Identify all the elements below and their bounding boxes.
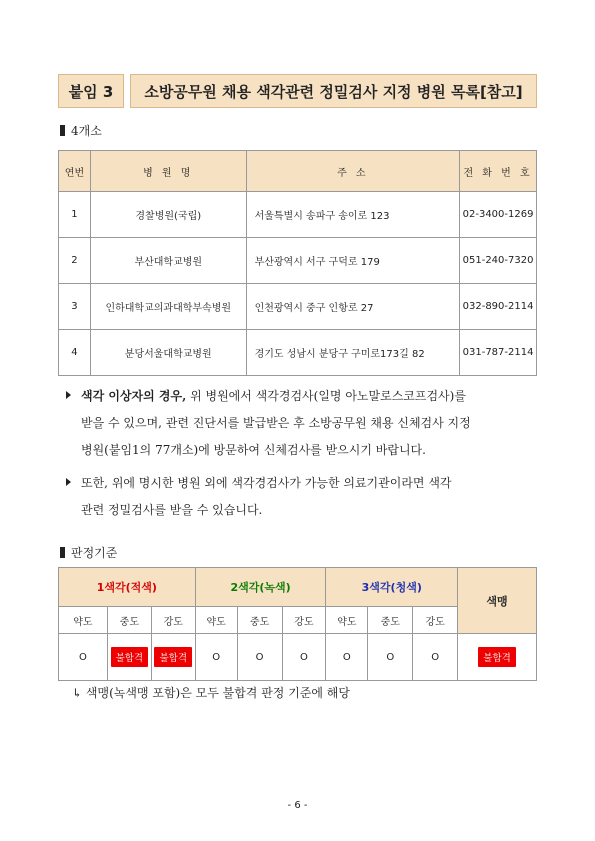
- value-pass: O: [368, 634, 413, 681]
- table-row: [59, 330, 537, 376]
- bullet-1-line-1: 위 병원에서 색각경검사(일명 아노말로스코프검사)를: [186, 389, 466, 403]
- section-criteria-text: 판정기준: [71, 546, 118, 560]
- group-3-blue: 3색각(청색): [326, 568, 458, 607]
- col-header-name: 병 원 명: [90, 151, 246, 192]
- value-pass: O: [282, 634, 326, 681]
- triangle-bullet-icon: [66, 391, 71, 399]
- square-bullet-icon: [60, 125, 65, 136]
- level-cell: 강도: [413, 607, 458, 634]
- cell-address: 부산광역시 서구 구덕로 179: [246, 238, 460, 284]
- group-2-green: 2색각(녹색): [195, 568, 326, 607]
- cell-phone: 051-240-7320: [460, 238, 537, 284]
- bullet-1-bold: 색각 이상자의 경우,: [81, 389, 187, 403]
- level-cell: 중도: [368, 607, 413, 634]
- cell-address: 인천광역시 중구 인항로 27: [246, 284, 460, 330]
- bullet-1-line-3: 병원(붙임1의 77개소)에 방문하여 신체검사를 받으시기 바랍니다.: [81, 443, 426, 457]
- value-pass: O: [237, 634, 282, 681]
- cell-name: 경찰병원(국립): [90, 192, 246, 238]
- col-header-address: 주 소: [246, 151, 460, 192]
- criteria-note: [72, 684, 350, 701]
- table-row: [59, 192, 537, 238]
- level-cell: 약도: [195, 607, 237, 634]
- value-pass: O: [59, 634, 108, 681]
- attachment-tag: 붙임 3: [58, 74, 124, 108]
- level-cell: 중도: [237, 607, 282, 634]
- bullet-paragraph-2: [66, 470, 546, 524]
- section-count-text: 4개소: [71, 124, 102, 138]
- cell-no: 1: [59, 192, 91, 238]
- bullet-2-line-1: 또한, 위에 명시한 병원 외에 색각경검사가 가능한 의료기관이라면 색각: [81, 476, 452, 490]
- level-cell: 약도: [326, 607, 368, 634]
- page-number: - 6 -: [287, 800, 308, 811]
- bullet-2-line-2: 관련 정밀검사를 받을 수 있습니다.: [81, 503, 263, 517]
- bullet-1-line-2: 받을 수 있으며, 관련 진단서를 발급받은 후 소방공무원 채용 신체검사 지정: [81, 416, 471, 430]
- square-bullet-icon: [60, 547, 65, 558]
- return-arrow-icon: ↳: [72, 686, 83, 700]
- criteria-note-text: 색맹(녹색맹 포함)은 모두 불합격 판정 기준에 해당: [85, 686, 350, 700]
- criteria-group-row: [59, 568, 537, 607]
- bullet-paragraph-1: [66, 383, 546, 464]
- table-row: [59, 284, 537, 330]
- cell-phone: 031-787-2114: [460, 330, 537, 376]
- cell-address: 서울특별시 송파구 송이로 123: [246, 192, 460, 238]
- level-cell: 강도: [151, 607, 195, 634]
- level-cell: 중도: [107, 607, 151, 634]
- criteria-table: [58, 567, 537, 681]
- value-cell: [107, 634, 151, 681]
- value-pass: O: [326, 634, 368, 681]
- cell-name: 분당서울대학교병원: [90, 330, 246, 376]
- cell-no: 4: [59, 330, 91, 376]
- level-cell: 약도: [59, 607, 108, 634]
- hospital-table: [58, 150, 537, 376]
- section-criteria-label: [60, 544, 117, 561]
- col-header-no: 연번: [59, 151, 91, 192]
- col-header-phone: 전 화 번 호: [460, 151, 537, 192]
- section-count-label: [60, 122, 102, 139]
- value-pass: O: [413, 634, 458, 681]
- cell-name: 인하대학교의과대학부속병원: [90, 284, 246, 330]
- value-cell: [458, 634, 537, 681]
- cell-address: 경기도 성남시 분당구 구미로173길 82: [246, 330, 460, 376]
- criteria-value-row: [59, 634, 537, 681]
- cell-no: 2: [59, 238, 91, 284]
- fail-badge: 불합격: [478, 647, 516, 667]
- value-pass: O: [195, 634, 237, 681]
- level-cell: 강도: [282, 607, 326, 634]
- group-1-red: 1색각(적색): [59, 568, 196, 607]
- fail-badge: 불합격: [111, 647, 149, 667]
- table-row: [59, 238, 537, 284]
- cell-phone: 02-3400-1269: [460, 192, 537, 238]
- value-cell: [151, 634, 195, 681]
- triangle-bullet-icon: [66, 478, 71, 486]
- table-header-row: [59, 151, 537, 192]
- cell-name: 부산대학교병원: [90, 238, 246, 284]
- page-title: 소방공무원 채용 색각관련 정밀검사 지정 병원 목록[참고]: [130, 74, 537, 108]
- cell-phone: 032-890-2114: [460, 284, 537, 330]
- cell-no: 3: [59, 284, 91, 330]
- fail-badge: 불합격: [154, 647, 192, 667]
- group-colorblind: 색맹: [458, 568, 537, 634]
